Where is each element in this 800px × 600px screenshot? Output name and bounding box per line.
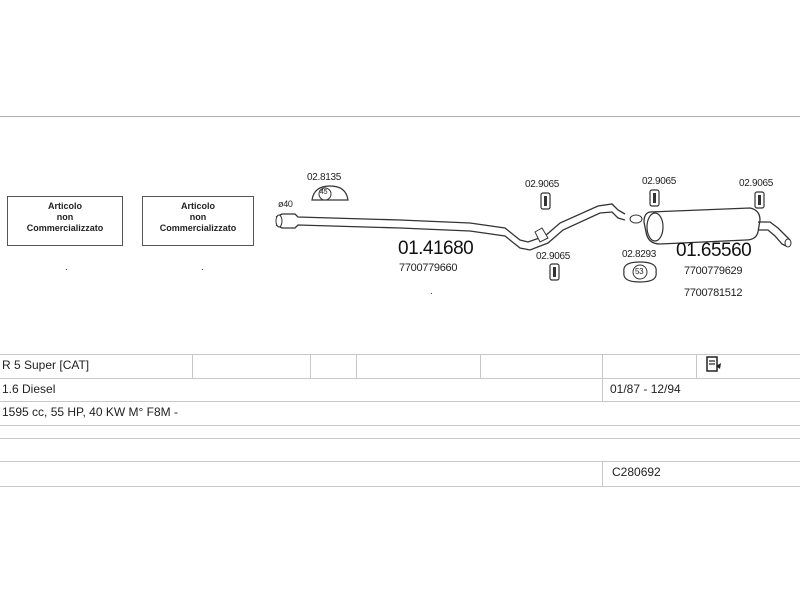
hanger-d-icon: [550, 264, 559, 280]
tail-outlet: [785, 239, 791, 247]
pipe-bracket: [535, 228, 548, 242]
clamp-bottom-badge: 53: [635, 267, 644, 276]
muffler-oem-number-2: 7700781512: [684, 287, 743, 299]
part-clamp-top: 02.8135: [307, 172, 342, 183]
part-hanger-c: 02.9065: [739, 178, 774, 189]
col-divider-5: [602, 354, 603, 401]
diameter-label: ø40: [278, 199, 293, 209]
part-hanger-b: 02.9065: [642, 176, 677, 187]
col-divider-3: [356, 354, 357, 378]
pipe-inlet: [276, 215, 282, 227]
not-sold-box-2-line1: Articolo: [180, 201, 215, 211]
pipe-oem-number: 7700779660: [399, 262, 458, 274]
not-sold-box-2-line3: Commercializzato: [159, 223, 237, 233]
table-line-6: [0, 461, 800, 462]
table-line-7: [0, 486, 800, 487]
not-sold-box-1-line1: Articolo: [47, 201, 82, 211]
table-line-4: [0, 425, 800, 426]
col-divider-6: [602, 461, 603, 486]
box-2-dot: .: [201, 262, 204, 273]
col-divider-7: [696, 354, 697, 378]
muffler-part-number: 01.65560: [676, 240, 752, 261]
hanger-b-icon: [650, 190, 659, 206]
vehicle-spec: 1595 cc, 55 HP, 40 KW M° F8M -: [2, 405, 178, 419]
clamp-top-icon: [312, 186, 348, 200]
part-clamp-bottom: 02.8293: [622, 249, 657, 260]
document-note-icon[interactable]: [705, 356, 723, 374]
table-line-2: [0, 378, 800, 379]
muffler-end: [647, 213, 663, 241]
pipe-part-number: 01.41680: [398, 238, 474, 259]
hanger-c-icon: [755, 192, 764, 208]
hanger-a-icon: [541, 193, 550, 209]
clamp-top-badge: 45: [320, 189, 328, 196]
tail-pipe: [758, 222, 790, 240]
not-sold-box-2-line2: non: [189, 212, 207, 222]
muffler-oem-number-1: 7700779629: [684, 265, 743, 277]
col-divider-4: [480, 354, 481, 378]
table-line-1: [0, 354, 800, 355]
col-divider-2: [310, 354, 311, 378]
part-hanger-a: 02.9065: [525, 179, 560, 190]
vehicle-model: R 5 Super [CAT]: [2, 358, 90, 372]
front-pipe: [276, 204, 625, 242]
col-divider-1: [192, 354, 193, 378]
table-line-3: [0, 401, 800, 402]
not-sold-box-1-line3: Commercializzato: [26, 223, 104, 233]
not-sold-box-1-line2: non: [56, 212, 74, 222]
vehicle-code: C280692: [612, 465, 661, 479]
table-line-5: [0, 438, 800, 439]
box-1-dot: .: [65, 262, 68, 273]
part-hanger-d: 02.9065: [536, 251, 571, 262]
vehicle-engine: 1.6 Diesel: [2, 382, 56, 396]
pipe-dot: .: [430, 286, 433, 297]
muffler-inlet: [630, 215, 642, 223]
vehicle-years: 01/87 - 12/94: [610, 382, 681, 396]
